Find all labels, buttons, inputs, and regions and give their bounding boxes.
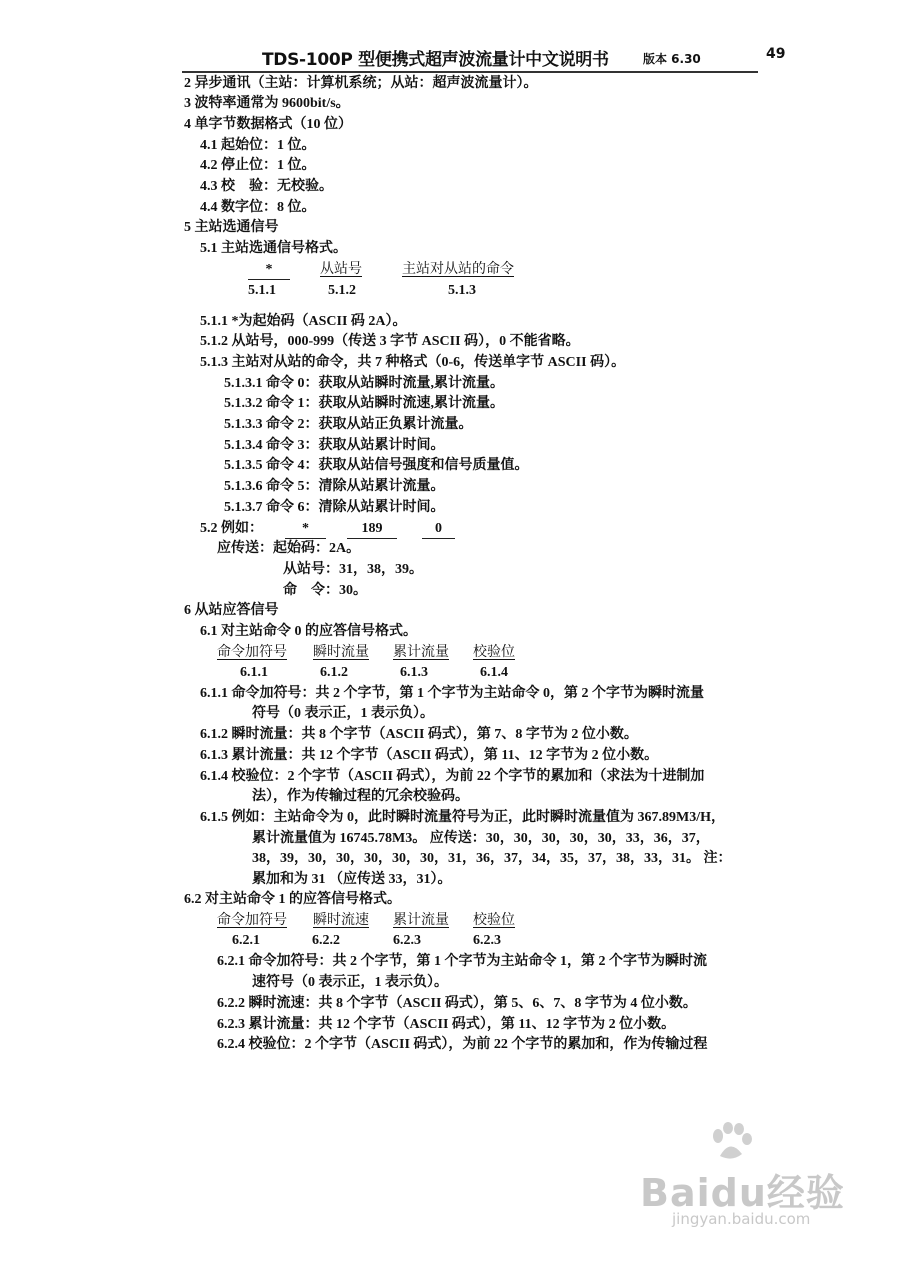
format-field: 命令加符号 [217,913,287,928]
text-line: 4.3 校 验：无校验。 [200,179,333,194]
format-label: 6.1.3 [400,665,428,680]
format-label: 6.2.1 [232,933,260,948]
format-field: 校验位 [473,645,515,660]
text-line: 6.2.4 校验位：2 个字节（ASCII 码式），为前 22 个字节的累加和，作为传输过程 [217,1037,708,1052]
paw-logo-icon [708,1122,754,1162]
text-line: 5.1.3.3 命令 2：获取从站正负累计流量。 [224,417,473,432]
example-field: * [285,520,326,539]
text-line: 速符号（0 表示正，1 表示负）。 [252,975,448,990]
text-line: 5.1 主站选通信号格式。 [200,241,347,256]
text-line: 5.1.3 主站对从站的命令，共 7 种格式（0-6，传送单字节 ASCII 码）。 [200,355,626,370]
text-line: 5.1.3.7 命令 6：清除从站累计时间。 [224,500,445,515]
document-title: TDS-100P 型便携式超声波流量计中文说明书 [262,50,609,70]
text-line: 6.1.3 累计流量：共 12 个字节（ASCII 码式），第 11、12 字节为 2 位小数。 [200,748,659,763]
header-rule [182,71,758,73]
format-field: 累计流量 [393,913,449,928]
text-line: 5 主站选通信号 [184,220,279,235]
text-line: 6.2 对主站命令 1 的应答信号格式。 [184,892,401,907]
text-line: 5.1.3.4 命令 3：获取从站累计时间。 [224,438,445,453]
text-line: 5.1.3.5 命令 4：获取从站信号强度和信号质量值。 [224,458,529,473]
text-line: 5.1.3.6 命令 5：清除从站累计流量。 [224,479,445,494]
format-label: 5.1.2 [328,283,356,298]
page-number: 49 [766,46,786,62]
text-line: 6.2.2 瞬时流速：共 8 个字节（ASCII 码式），第 5、6、7、8 字节为 4 位小数。 [217,996,697,1011]
format-label: 6.2.3 [393,933,421,948]
text-line: 从站号：31，38，39。 [283,562,423,577]
text-line: 应传送：起始码：2A。 [217,541,361,556]
text-line: 6.1 对主站命令 0 的应答信号格式。 [200,624,417,639]
text-line: 符号（0 表示正，1 表示负）。 [252,706,434,721]
text-line: 法），作为传输过程的冗余校验码。 [252,789,469,804]
example-field: 189 [347,520,397,539]
text-line: 6.2.1 命令加符号：共 2 个字节，第 1 个字节为主站命令 1，第 2 个字节为瞬时流 [217,954,707,969]
text-line: 5.1.3.1 命令 0：获取从站瞬时流量,累计流量。 [224,376,504,391]
text-line: 5.1.2 从站号，000-999（传送 3 字节 ASCII 码），0 不能省略。 [200,334,580,349]
format-label: 5.1.1 [248,283,276,298]
text-line: 6.1.2 瞬时流量：共 8 个字节（ASCII 码式），第 7、8 字节为 2 位小数。 [200,727,638,742]
watermark-brand: Baidu经验 [640,1171,845,1215]
text-line: 6.1.1 命令加符号：共 2 个字节，第 1 个字节为主站命令 0，第 2 个字节为瞬时流量 [200,686,704,701]
version-label: 版本 6.30 [643,52,701,66]
text-line: 累加和为 31 （应传送 33，31）。 [252,872,452,887]
format-label: 6.1.4 [480,665,508,680]
text-line: 6.1.4 校验位：2 个字节（ASCII 码式），为前 22 个字节的累加和（求法为十进制加 [200,769,705,784]
format-label: 6.2.2 [312,933,340,948]
format-label: 6.2.3 [473,933,501,948]
format-field: 命令加符号 [217,645,287,660]
format-field: 累计流量 [393,645,449,660]
text-line: 5.1.1 *为起始码（ASCII 码 2A）。 [200,314,407,329]
format-field: 从站号 [320,262,362,277]
text-line: 累计流量值为 16745.78M3。 应传送：30，30，30，30，30，33，36，37， [252,831,710,846]
text-line: 38，39，30，30，30，30，30，31，36，37，34，35，37，38，33，31。 注： [252,851,732,866]
text-line: 4.4 数字位：8 位。 [200,200,316,215]
text-line: 6.1.5 例如：主站命令为 0，此时瞬时流量符号为正，此时瞬时流量值为 367.89M3/H， [200,810,725,825]
text-line: 4 单字节数据格式（10 位） [184,117,352,132]
text-line: 4.1 起始位：1 位。 [200,138,316,153]
example-field: 0 [422,520,455,539]
format-label: 6.1.2 [320,665,348,680]
text-line: 4.2 停止位：1 位。 [200,158,316,173]
format-label: 6.1.1 [240,665,268,680]
format-field: 主站对从站的命令 [402,262,514,277]
text-line: 6 从站应答信号 [184,603,279,618]
text-line: 命 令：30。 [283,583,367,598]
text-line: 3 波特率通常为 9600bit/s。 [184,96,350,111]
watermark-url: jingyan.baidu.com [672,1210,811,1228]
format-field: * [248,261,290,280]
format-field: 校验位 [473,913,515,928]
format-field: 瞬时流量 [313,645,369,660]
text-line: 5.1.3.2 命令 1：获取从站瞬时流速,累计流量。 [224,396,504,411]
text-line: 6.2.3 累计流量：共 12 个字节（ASCII 码式），第 11、12 字节为 2 位小数。 [217,1017,676,1032]
format-label: 5.1.3 [448,283,476,298]
text-line: 5.2 例如： [200,521,263,536]
format-field: 瞬时流速 [313,913,369,928]
text-line: 2 异步通讯（主站：计算机系统；从站：超声波流量计）。 [184,76,538,91]
